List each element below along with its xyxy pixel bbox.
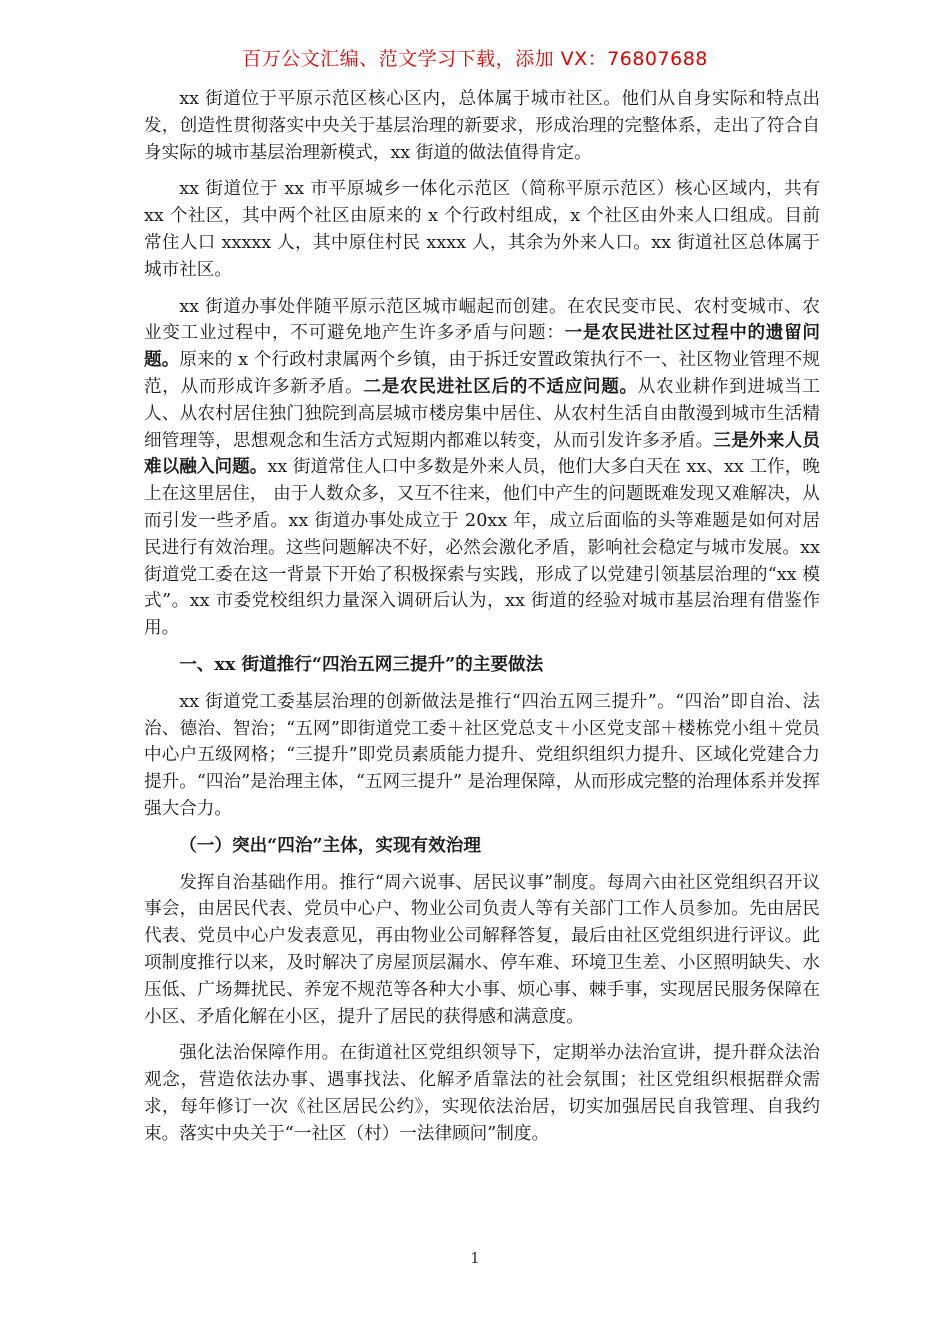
paragraph-problems [144, 294, 820, 642]
text-run: 从农业耕作到进城当工人、从农村居住独门独院到高层城市楼房集中居住、从农村生活自由散漫到城市生活精细管理等，思想观念和生活方式短期内都难以转变，从而引发许多矛盾。 [144, 376, 820, 451]
document-body [144, 86, 820, 1157]
page-number: 1 [470, 1249, 480, 1267]
text-run: xx 街道常住人口中多数是外来人员，他们大多白天在 xx、xx 工作，晚上在这里居住， 由于人数众多，又互不往来，他们中产生的问题既难发现又难解决，从而引发一些矛盾。xx 街道办事处成立于 20xx 年，成立后面临的头等难题是如何对居民进行有效治理。这些问题解决不好，必然会激化矛盾，影响社会稳定与城市发展。xx 街道党工委在这一背景下开始了积极探索与实践，形成了以党建引领基层治理的“xx 模式”。xx 市委党校组织力量深入调研后认为，xx 街道的经验对城市基层治理有借鉴作用。 [144, 457, 820, 639]
bold-point-3: 三是外来人员难以融入问题。 [144, 429, 820, 478]
paragraph-overview: xx 街道位于 xx 市平原城乡一体化示范区（简称平原示范区）核心区域内，共有 xx 个社区，其中两个社区由原来的 x 个行政村组成，x 个社区由外来人口组成。目前常住人口 xxxxx 人，其中原住村民 xxxx 人，其余为外来人口。xx 街道社区总体属于城市社区。 [144, 179, 820, 280]
paragraph-autonomy: 发挥自治基础作用。推行“周六说事、居民议事”制度。每周六由社区党组织召开议事会，由居民代表、党员中心户、物业公司负责人等有关部门工作人员参加。先由居民代表、党员中心户发表意见，再由物业公司解释答复，最后由社区党组织进行评议。此项制度推行以来，及时解决了房屋顶层漏水、停车难、环境卫生差、小区照明缺失、水压低、广场舞扰民、养宠不规范等各种大小事、烦心事、棘手事，实现居民服务保障在小区、矛盾化解在小区，提升了居民的获得感和满意度。 [144, 872, 820, 1027]
paragraph-intro: xx 街道位于平原示范区核心区内，总体属于城市社区。他们从自身实际和特点出发，创造性贯彻落实中央关于基层治理的新要求，形成治理的完整体系，走出了符合自身实际的城市基层治理新模式，xx 街道的做法值得肯定。 [144, 89, 820, 163]
paragraph-method: xx 街道党工委基层治理的创新做法是推行“四治五网三提升”。“四治”即自治、法治、德治、智治；“五网”即街道党工委＋社区党总支＋小区党支部＋楼栋党小组＋党员中心户五级网格；“三提升”即党员素质能力提升、党组织组织力提升、区域化党建合力提升。“四治”是治理主体，“五网三提升” 是治理保障，从而形成完整的治理体系并发挥强大合力。 [144, 691, 820, 819]
text-run: 原来的 x 个行政村隶属两个乡镇，由于拆迁安置政策执行不一、社区物业管理不规范，从而形成许多新矛盾。 [144, 350, 820, 397]
section-heading-1: 一、xx 街道推行“四治五网三提升”的主要做法 [179, 653, 544, 675]
paragraph-rule-of-law: 强化法治保障作用。在街道社区党组织领导下，定期举办法治宣讲，提升群众法治观念，营造依法办事、遇事找法、化解矛盾靠法的社会氛围；社区党组织根据群众需求，每年修订一次《社区居民公约》，实现依法治居，切实加强居民自我管理、自我约束。落实中央关于“一社区（村）一法律顾问”制度。 [144, 1043, 820, 1144]
promo-banner: 百万公文汇编、范文学习下载，添加 VX：76807688 [242, 48, 708, 70]
bold-point-1: 一是农民进社区过程中的遗留问题。 [144, 322, 820, 371]
bold-point-2: 二是农民进社区后的不适应问题。 [363, 375, 638, 397]
text-run: xx 街道办事处伴随平原示范区城市崛起而创建。在农民变市民、农村变城市、农业变工业过程中，不可避免地产生许多矛盾与问题： [144, 296, 820, 344]
subsection-heading-1: （一）突出“四治”主体，实现有效治理 [179, 834, 481, 856]
